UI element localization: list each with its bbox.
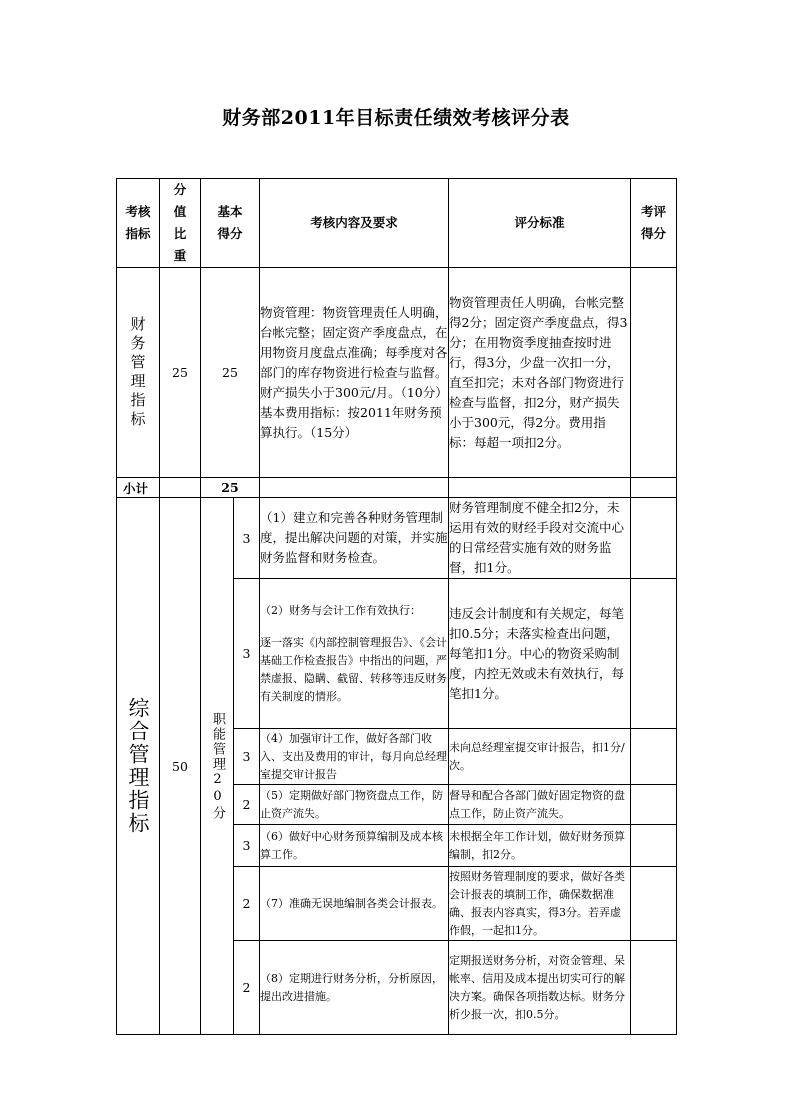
header-indicator: 考核指标	[117, 179, 160, 268]
row-content: （5）定期做好部门物资盘点工作，防止资产流失。	[260, 785, 449, 825]
base-financial: 25	[201, 268, 260, 478]
header-base: 基本得分	[201, 179, 260, 268]
row-content: （6）做好中心财务预算编制及成本核算工作。	[260, 825, 449, 867]
row-content-title: （2）财务与会计工作有效执行：	[260, 603, 421, 617]
row-standard: 违反会计制度和有关规定，每笔扣0.5分；未落实检查出问题，每笔扣1分。中心的物资采购制度，内控无效或未有效执行，每笔扣1分。	[449, 579, 631, 729]
row-score: 3	[234, 579, 260, 729]
standard-financial: 物资管理责任人明确，台帐完整得2分；固定资产季度盘点，得3分；在用物资季度抽查按时进行，得3分，少盘一次扣一分，直至扣完；未对各部门物资进行检查与监督，扣2分，财产损失小于300元，得2分。费用指标：每超一项扣2分。	[449, 268, 631, 478]
header-score: 考评得分	[631, 179, 677, 268]
row-standard: 未向总经理室提交审计报告，扣1分/次。	[449, 729, 631, 785]
row-standard: 按照财务管理制度的要求，做好各类会计报表的填制工作，确保数据准确、报表内容真实，得3分。若弄虚作假，一起扣1分。	[449, 867, 631, 941]
header-standard: 评分标准	[449, 179, 631, 268]
indicator-financial: 财务管理指标	[117, 268, 160, 478]
row-standard: 督导和配合各部门做好固定物资的盘点工作，防止资产流失。	[449, 785, 631, 825]
row-content	[260, 579, 449, 729]
header-content: 考核内容及要求	[260, 179, 449, 268]
score-financial[interactable]	[631, 268, 677, 478]
subtotal-empty-standard	[449, 478, 631, 498]
row-content: （1）建立和完善各种财务管理制度，提出解决问题的对策，并实施财务监督和财务检查。	[260, 498, 449, 579]
subtotal-empty-weight	[160, 478, 201, 498]
content-financial: 物资管理：物资管理责任人明确，台帐完整；固定资产季度盘点，在用物资月度盘点准确；每季度对各部门的库存物资进行检查与监督。财产损失小于300元/月。（10分）基本费用指标：按2011年财务预算执行。（15分）	[260, 268, 449, 478]
page-title: 财务部2011年目标责任绩效考核评分表	[222, 107, 570, 129]
row-evaluation-score[interactable]	[631, 579, 677, 729]
row-score: 2	[234, 941, 260, 1035]
subtotal-empty-content	[260, 478, 449, 498]
indicator-comprehensive: 综合管理指标	[117, 498, 160, 1035]
subtotal-score[interactable]	[631, 478, 677, 498]
row-standard: 未根据全年工作计划，做好财务预算编制，扣2分。	[449, 825, 631, 867]
subtotal-value: 25	[201, 478, 260, 498]
row-score: 2	[234, 785, 260, 825]
row-content: （4）加强审计工作，做好各部门收入、支出及费用的审计，每月向总经理室提交审计报告	[260, 729, 449, 785]
row-score: 3	[234, 498, 260, 579]
row-standard: 财务管理制度不健全扣2分，未运用有效的财经手段对交流中心的日常经营实施有效的财务监督，扣1分。	[449, 498, 631, 579]
row-score: 3	[234, 825, 260, 867]
row-standard: 定期报送财务分析，对资金管理、呆帐率、信用及成本提出切实可行的解决方案。确保各项指数达标。财务分析少报一次，扣0.5分。	[449, 941, 631, 1035]
subtotal-label: 小计	[117, 478, 160, 498]
row-evaluation-score[interactable]	[631, 825, 677, 867]
weight-financial: 25	[160, 268, 201, 478]
row-evaluation-score[interactable]	[631, 729, 677, 785]
row-evaluation-score[interactable]	[631, 941, 677, 1035]
header-row	[117, 179, 677, 268]
row-score: 3	[234, 729, 260, 785]
section-financial-row	[117, 268, 677, 478]
row-content-body: 逐一落实《内部控制管理报告》、《会计基础工作检查报告》中指出的问题，严禁虚报、隐瞒、截留、转移等违反财务有关制度的情形。	[260, 635, 447, 703]
row-content: （8）定期进行财务分析，分析原因，提出改进措施。	[260, 941, 449, 1035]
weight-comprehensive: 50	[160, 498, 201, 1035]
category-functional: 职能管理20分	[201, 498, 234, 1035]
evaluation-table	[116, 178, 677, 1035]
row-evaluation-score[interactable]	[631, 498, 677, 579]
row-content: （7）准确无误地编制各类会计报表。	[260, 867, 449, 941]
table-row	[117, 498, 677, 579]
row-score: 2	[234, 867, 260, 941]
header-weight: 分值比重	[160, 179, 201, 268]
row-evaluation-score[interactable]	[631, 867, 677, 941]
row-evaluation-score[interactable]	[631, 785, 677, 825]
subtotal-row	[117, 478, 677, 498]
